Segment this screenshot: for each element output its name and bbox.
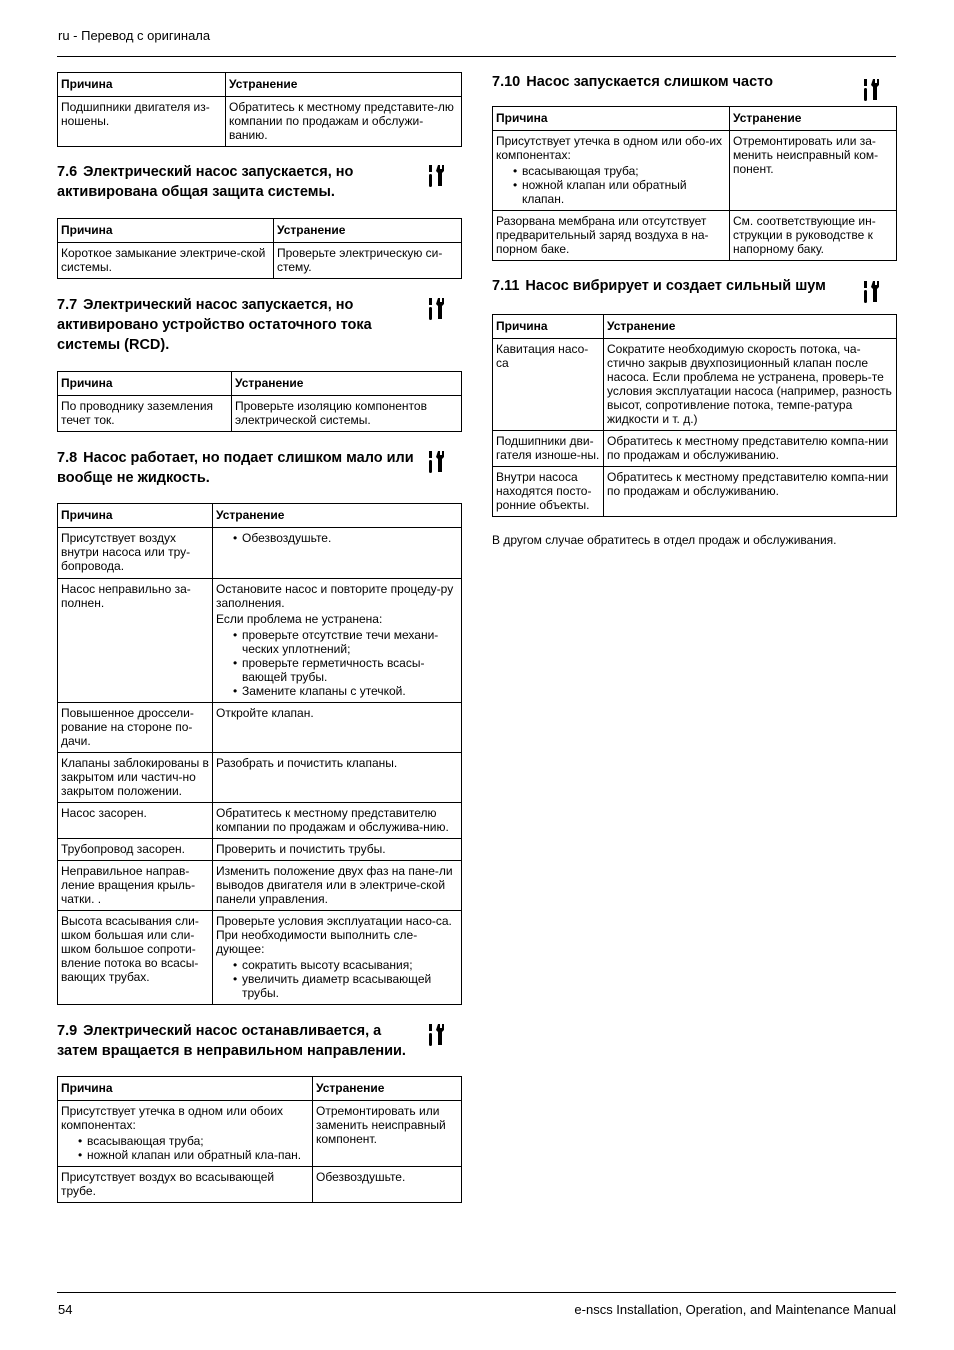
cause-cell: Внутри насоса находятся посто-ронние объекты. <box>493 467 604 517</box>
cause-cell: Присутствует воздух во всасывающей трубе. <box>58 1167 313 1203</box>
list-item: • проверьте отсутствие течи механи-ческих уплотнений; <box>242 628 458 656</box>
cause-header: Причина <box>58 372 232 396</box>
remedy-cell: Проверьте электрическую си-стему. <box>274 243 462 279</box>
remedy-cell: Обратитесь к местному представителю компа-нии по продажам и обслуживанию. <box>604 431 897 467</box>
remedy-cell: Обезвоздушьте. <box>313 1167 462 1203</box>
table-row <box>493 431 897 467</box>
section-7-9-table <box>57 1076 462 1203</box>
section-7-10-table <box>492 106 897 261</box>
remedy-cell <box>213 579 462 703</box>
list-item: • Замените клапаны с утечкой. <box>242 684 458 698</box>
manual-title: e-nscs Installation, Operation, and Maintenance Manual <box>574 1302 896 1317</box>
cause-cell: Подшипники двигателя из-ношены. <box>58 97 226 147</box>
header-rule <box>57 56 896 57</box>
table-row <box>58 396 462 432</box>
remedy-header: Устранение <box>213 504 462 528</box>
cause-cell: Клапаны заблокированы в закрытом или частич-но закрытом положении. <box>58 753 213 803</box>
remedy-cell: Отремонтировать или за-менить неисправный ком-понент. <box>730 131 897 211</box>
cause-header: Причина <box>58 504 213 528</box>
section-number: 7.8 <box>57 450 78 466</box>
list-item: • увеличить диаметр всасывающей трубы. <box>242 972 458 1000</box>
cause-cell: Насос неправильно за-полнен. <box>58 579 213 703</box>
section-title: Насос вибрирует и создает сильный шум <box>525 278 826 294</box>
closing-note: В другом случае обратитесь в отдел продаж и обслуживания. <box>492 533 837 547</box>
section-7-9-heading <box>57 1021 462 1061</box>
cause-header: Причина <box>58 219 274 243</box>
table-row <box>58 97 462 147</box>
list-item: • всасывающая труба; <box>87 1134 309 1148</box>
table-row <box>58 753 462 803</box>
remedy-header: Устранение <box>604 315 897 339</box>
section-7-7-table <box>57 371 462 432</box>
remedy-header: Устранение <box>226 73 462 97</box>
list-item: • всасывающая труба; <box>522 164 726 178</box>
remedy-cell: Сократите необходимую скорость потока, ча-стично закрыв двухпозиционный клапан после насоса. Если проблема не устранена, проверь-те условия эксплуатации насоса (например, разность высот, сопротивление потока, темпе-ратура жидкости и т. д.) <box>604 339 897 431</box>
cause-cell: Разорвана мембрана или отсутствует предварительный заряд воздуха в на-порном баке. <box>493 211 730 261</box>
table-row <box>58 803 462 839</box>
list-item: • сократить высоту всасывания; <box>242 958 458 972</box>
tools-icon <box>426 297 446 321</box>
remedy-header: Устранение <box>730 107 897 131</box>
right-column <box>492 72 897 548</box>
tools-icon <box>426 1023 446 1047</box>
section-number: 7.9 <box>57 1023 78 1039</box>
table-row <box>58 579 462 703</box>
remedy-cell: Изменить положение двух фаз на пане-ли выводов двигателя или в электриче-ской панели управления. <box>213 861 462 911</box>
cause-text: Присутствует утечка в одном или обоих компонентах: <box>61 1104 284 1132</box>
section-title: Электрический насос запускается, но активировано устройство остаточного тока системы (RCD). <box>57 297 372 353</box>
running-header: ru - Перевод с оригинала <box>58 28 211 43</box>
remedy-text: Остановите насос и повторите процеду-ру заполнения. <box>216 582 454 610</box>
cause-cell <box>58 1101 313 1167</box>
remedy-cell: См. соответствующие ин-струкции в руководстве к напорному баку. <box>730 211 897 261</box>
section-title: Электрический насос останавливается, а затем вращается в неправильном направлении. <box>57 1023 406 1059</box>
list-item: • проверьте герметичность всасы-вающей трубы. <box>242 656 458 684</box>
table-row <box>493 211 897 261</box>
remedy-text: Если проблема не устранена: <box>216 612 383 626</box>
list-item: • ножной клапан или обратный клапан. <box>522 178 726 206</box>
table-row <box>58 1167 462 1203</box>
section-7-10-heading <box>492 72 897 92</box>
list-item: • Обезвоздушьте. <box>242 531 458 545</box>
table-row <box>58 839 462 861</box>
section-number: 7.11 <box>492 278 520 294</box>
section-7-11-table <box>492 314 897 517</box>
cause-cell <box>493 131 730 211</box>
section-title: Электрический насос запускается, но активирована общая защита системы. <box>57 164 354 200</box>
cause-text: Присутствует утечка в одном или обо-их компонентах: <box>496 134 723 162</box>
table-row <box>58 243 462 279</box>
cause-cell: Трубопровод засорен. <box>58 839 213 861</box>
cause-cell: Неправильное направ-ление вращения крыль-чатки. . <box>58 861 213 911</box>
remedy-header: Устранение <box>232 372 462 396</box>
section-title: Насос запускается слишком часто <box>526 74 773 90</box>
cause-cell: Присутствует воздух внутри насоса или тру-бопровода. <box>58 528 213 579</box>
left-column <box>57 72 462 1203</box>
cause-header: Причина <box>58 73 226 97</box>
remedy-cell: Обратитесь к местному представителю компа-нии по продажам и обслуживанию. <box>604 467 897 517</box>
tools-icon <box>861 280 881 304</box>
tools-icon <box>426 164 446 188</box>
remedy-cell: Отремонтировать или заменить неисправный компонент. <box>313 1101 462 1167</box>
intro-troubleshoot-table <box>57 72 462 147</box>
cause-cell: Высота всасывания сли-шком большая или сли-шком большое сопроти-вление потока во всасы-вающих трубах. <box>58 911 213 1005</box>
section-7-8-heading <box>57 448 462 488</box>
cause-cell: Повышенное дроссели-рование на стороне по-дачи. <box>58 703 213 753</box>
footer-rule <box>57 1292 896 1293</box>
table-row <box>493 131 897 211</box>
cause-header: Причина <box>58 1077 313 1101</box>
cause-cell: Короткое замыкание электриче-ской системы. <box>58 243 274 279</box>
cause-header: Причина <box>493 107 730 131</box>
remedy-cell: Проверьте изоляцию компонентов электрической системы. <box>232 396 462 432</box>
remedy-cell: Обратитесь к местному представителю компании по продажам и обслужива-нию. <box>213 803 462 839</box>
section-title: Насос работает, но подает слишком мало или вообще не жидкость. <box>57 450 414 486</box>
remedy-cell <box>213 911 462 1005</box>
remedy-cell: Обратитесь к местному представите-лю компании по продажам и обслужи-ванию. <box>226 97 462 147</box>
remedy-cell: Откройте клапан. <box>213 703 462 753</box>
remedy-header: Устранение <box>274 219 462 243</box>
table-row <box>58 703 462 753</box>
section-number: 7.10 <box>492 74 521 90</box>
remedy-cell <box>213 528 462 579</box>
section-number: 7.7 <box>57 297 78 313</box>
list-item: • ножной клапан или обратный кла-пан. <box>87 1148 309 1162</box>
cause-cell: По проводнику заземления течет ток. <box>58 396 232 432</box>
table-row <box>58 861 462 911</box>
table-row <box>493 467 897 517</box>
table-row <box>58 911 462 1005</box>
section-7-6-table <box>57 218 462 279</box>
remedy-header: Устранение <box>313 1077 462 1101</box>
cause-cell: Кавитация насо-са <box>493 339 604 431</box>
remedy-cell: Разобрать и почистить клапаны. <box>213 753 462 803</box>
page-number: 54 <box>58 1302 73 1317</box>
tools-icon <box>426 450 446 474</box>
tools-icon <box>861 78 881 102</box>
cause-cell: Насос засорен. <box>58 803 213 839</box>
section-number: 7.6 <box>57 164 78 180</box>
remedy-text: Проверьте условия эксплуатации насо-са. При необходимости выполнить сле-дующее: <box>216 914 452 956</box>
table-row <box>58 528 462 579</box>
section-7-7-heading <box>57 295 462 355</box>
section-7-8-table <box>57 503 462 1005</box>
cause-cell: Подшипники дви-гателя изноше-ны. <box>493 431 604 467</box>
cause-header: Причина <box>493 315 604 339</box>
section-7-11-heading <box>492 276 897 296</box>
section-7-6-heading <box>57 162 462 202</box>
table-row <box>493 339 897 431</box>
remedy-cell: Проверить и почистить трубы. <box>213 839 462 861</box>
table-row <box>58 1101 462 1167</box>
